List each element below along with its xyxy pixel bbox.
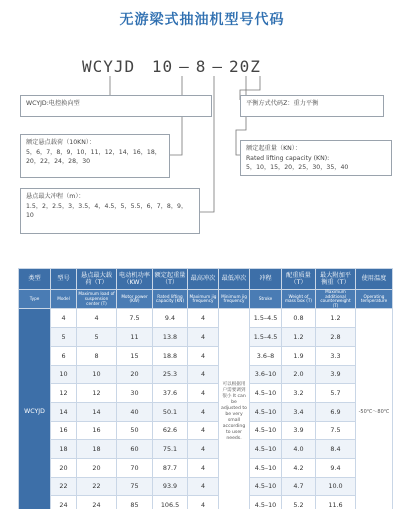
table-row xyxy=(19,309,393,328)
table-row xyxy=(19,458,393,477)
table-row xyxy=(19,365,393,384)
annotation-stroke-label: 悬点最大冲程（m）： xyxy=(26,193,85,200)
table-cell: 2.0 xyxy=(282,365,316,384)
annotation-load xyxy=(20,134,170,178)
table-cell: 2.8 xyxy=(316,328,356,347)
column-header-en: Maximum jig frequency xyxy=(188,290,219,309)
table-cell: 20 xyxy=(117,365,153,384)
table-cell: 5 xyxy=(77,328,117,347)
table-cell: 62.6 xyxy=(153,421,188,440)
column-header: 电动机功率（KW） xyxy=(117,269,153,290)
table-cell: 24 xyxy=(51,496,77,509)
table-cell: 18 xyxy=(51,440,77,459)
annotation-stroke xyxy=(20,188,200,234)
table-cell: 4 xyxy=(188,458,219,477)
table-cell: 8.4 xyxy=(316,440,356,459)
table-cell: 4.7 xyxy=(282,477,316,496)
column-header: 冲程 xyxy=(250,269,282,290)
table-cell: 4.5–10 xyxy=(250,477,282,496)
column-header: 类型 xyxy=(19,269,51,290)
table-cell: 5 xyxy=(51,328,77,347)
annotation-load-label: 额定悬点载荷（10KN）： xyxy=(26,139,96,146)
table-row xyxy=(19,384,393,403)
table-cell: 75 xyxy=(117,477,153,496)
annotation-capacity xyxy=(240,140,392,176)
table-cell: 3.6–8 xyxy=(250,346,282,365)
table-cell: 4 xyxy=(188,496,219,509)
table-cell: 22 xyxy=(51,477,77,496)
table-cell: 3.2 xyxy=(282,384,316,403)
table-cell: 4 xyxy=(51,309,77,328)
table-cell: 106.5 xyxy=(153,496,188,509)
table-cell: 60 xyxy=(117,440,153,459)
table-cell: 75.1 xyxy=(153,440,188,459)
annotation-balance xyxy=(240,95,384,117)
column-header-en: Stroke xyxy=(250,290,282,309)
table-cell: 0.8 xyxy=(282,309,316,328)
annotation-capacity-values: 5，10，15，20，25，30，35，40 xyxy=(246,164,349,172)
temperature-cell: -50℃～80℃ xyxy=(356,309,393,509)
table-cell: 50 xyxy=(117,421,153,440)
table-row xyxy=(19,328,393,347)
column-header: 最低冲次 xyxy=(219,269,250,290)
column-header: 使用温度 xyxy=(356,269,393,290)
table-cell: 24 xyxy=(77,496,117,509)
column-header-en: Operating temperature xyxy=(356,290,393,309)
table-cell: 22 xyxy=(77,477,117,496)
column-header-en: Maximum load of suspension center (T) xyxy=(77,290,117,309)
table-cell: 3.9 xyxy=(282,421,316,440)
table-cell: 7.5 xyxy=(117,309,153,328)
table-cell: 1.5–4.5 xyxy=(250,328,282,347)
column-header-en: Maximum additional counterweight (T) xyxy=(316,290,356,309)
table-cell: 11.6 xyxy=(316,496,356,509)
table-cell: 4 xyxy=(77,309,117,328)
table-cell: 37.6 xyxy=(153,384,188,403)
table-cell: 1.2 xyxy=(282,328,316,347)
code-stroke: 8 xyxy=(195,57,207,76)
annotation-model-label: WCYJD:电控换向型 xyxy=(26,100,80,107)
table-cell: 10.0 xyxy=(316,477,356,496)
table-cell: 4 xyxy=(188,384,219,403)
table-cell: 20 xyxy=(77,458,117,477)
table-cell: 9.4 xyxy=(316,458,356,477)
column-header: 悬点最大载荷（T） xyxy=(77,269,117,290)
annotation-load-values: 5，6，7，8，9，10，11，12，14，16，18，20，22，24，28，30 xyxy=(26,148,161,166)
column-header-en: Motor power (KW) xyxy=(117,290,153,309)
table-cell: 4 xyxy=(188,365,219,384)
table-cell: 20 xyxy=(51,458,77,477)
table-row xyxy=(19,402,393,421)
table-cell: 4.5–10 xyxy=(250,421,282,440)
table-cell: 9.4 xyxy=(153,309,188,328)
table-cell: 50.1 xyxy=(153,402,188,421)
column-header-en: Weight of mass box (T) xyxy=(282,290,316,309)
code-dash: — xyxy=(179,57,190,76)
table-row xyxy=(19,496,393,509)
code-capacity: 20Z xyxy=(229,57,261,76)
table-body xyxy=(19,309,393,509)
table-cell: 15 xyxy=(117,346,153,365)
table-row xyxy=(19,440,393,459)
annotation-model xyxy=(20,95,212,117)
table-cell: 8 xyxy=(77,346,117,365)
table-header-row xyxy=(19,269,393,290)
table-cell: 93.9 xyxy=(153,477,188,496)
table-cell: 4.5–10 xyxy=(250,496,282,509)
table-row xyxy=(19,346,393,365)
table-cell: 11 xyxy=(117,328,153,347)
page-title: 无游梁式抽油机型号代码 xyxy=(119,12,285,28)
table-cell: 4.5–10 xyxy=(250,384,282,403)
table-cell: 12 xyxy=(77,384,117,403)
table-cell: 18.8 xyxy=(153,346,188,365)
table-cell: 1.9 xyxy=(282,346,316,365)
table-cell: 40 xyxy=(117,402,153,421)
table-cell: 16 xyxy=(51,421,77,440)
column-header: 最高冲次 xyxy=(188,269,219,290)
table-cell: 13.8 xyxy=(153,328,188,347)
min-jig-note: 可以根据用户需要调到很小 It can be adjusted to be very small according to user needs. xyxy=(219,309,250,509)
table-cell: 4.0 xyxy=(282,440,316,459)
column-header-en: Type xyxy=(19,290,51,309)
table-cell: 3.4 xyxy=(282,402,316,421)
table-cell: 12 xyxy=(51,384,77,403)
table-cell: 4.5–10 xyxy=(250,440,282,459)
table-cell: 1.5–4.5 xyxy=(250,309,282,328)
table-cell: 3.6–10 xyxy=(250,365,282,384)
table-cell: 10 xyxy=(51,365,77,384)
table-cell: 4 xyxy=(188,402,219,421)
table-cell: 25.3 xyxy=(153,365,188,384)
table-cell: 5.7 xyxy=(316,384,356,403)
table-cell: 14 xyxy=(77,402,117,421)
column-header: 最大附加平衡重（T） xyxy=(316,269,356,290)
table-cell: 14 xyxy=(51,402,77,421)
column-header: 型号 xyxy=(51,269,77,290)
table-cell: 3.3 xyxy=(316,346,356,365)
table-cell: 7.5 xyxy=(316,421,356,440)
table-cell: 1.2 xyxy=(316,309,356,328)
annotation-balance-label: 平衡方式代码Z：重力平衡 xyxy=(246,100,319,107)
table-cell: 16 xyxy=(77,421,117,440)
spec-table xyxy=(18,268,393,509)
table-row xyxy=(19,477,393,496)
table-cell: 4.5–10 xyxy=(250,402,282,421)
annotation-capacity-label: 额定起重量（KN）： xyxy=(246,145,302,152)
table-cell: 4 xyxy=(188,440,219,459)
annotation-stroke-values: 1.5，2，2.5，3，3.5，4，4.5，5，5.5，6，7，8，9，10 xyxy=(26,202,188,220)
table-cell: 30 xyxy=(117,384,153,403)
table-cell: 4 xyxy=(188,421,219,440)
table-cell: 4.5–10 xyxy=(250,458,282,477)
table-cell: 6 xyxy=(51,346,77,365)
table-cell: 4 xyxy=(188,328,219,347)
table-cell: 3.9 xyxy=(316,365,356,384)
code-dash: — xyxy=(212,57,223,76)
column-header: 额定起重量（T） xyxy=(153,269,188,290)
table-cell: 4 xyxy=(188,346,219,365)
table-cell: 18 xyxy=(77,440,117,459)
table-cell: 10 xyxy=(77,365,117,384)
column-header-en: Model xyxy=(51,290,77,309)
table-cell: 70 xyxy=(117,458,153,477)
column-header-en: Minimum jig frequency xyxy=(219,290,250,309)
table-header-row-en xyxy=(19,290,393,309)
code-prefix: WCYJD xyxy=(82,57,136,76)
table-cell: 85 xyxy=(117,496,153,509)
model-code xyxy=(82,57,267,76)
type-cell: WCYJD xyxy=(19,309,51,509)
table-cell: 4 xyxy=(188,477,219,496)
table-cell: 6.9 xyxy=(316,402,356,421)
table-cell: 4.2 xyxy=(282,458,316,477)
column-header: 配重质量（T） xyxy=(282,269,316,290)
code-load: 10 xyxy=(151,57,174,76)
annotation-capacity-label-en: Rated lifting capacity (KN): xyxy=(246,154,330,162)
table-cell: 5.2 xyxy=(282,496,316,509)
table-row xyxy=(19,421,393,440)
table-cell: 4 xyxy=(188,309,219,328)
table-cell: 87.7 xyxy=(153,458,188,477)
column-header-en: Rated lifting capacity (KN) xyxy=(153,290,188,309)
